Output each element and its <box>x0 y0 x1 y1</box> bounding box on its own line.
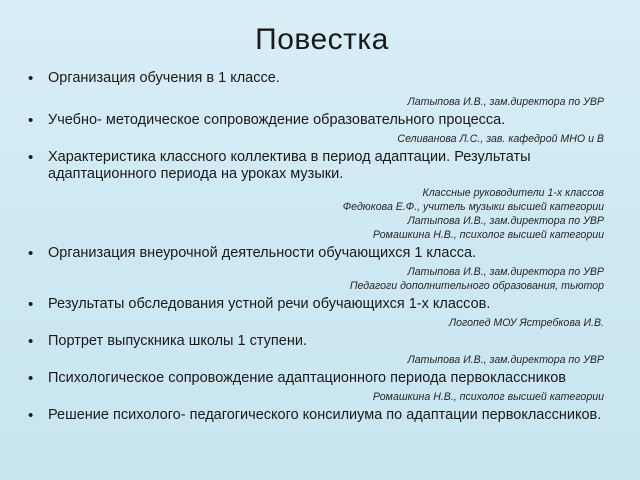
agenda-item-text: Портрет выпускника школы 1 ступени. <box>48 333 307 349</box>
agenda-item-text: Результаты обследования устной речи обучающихся 1-х классов. <box>48 296 491 312</box>
presenter-line: Латыпова И.В., зам.директора по УВР <box>407 215 604 227</box>
agenda-item-text: Учебно- методическое сопровождение образовательного процесса. <box>48 112 506 128</box>
presenter-line: Латыпова И.В., зам.директора по УВР <box>407 96 604 108</box>
agenda-item <box>28 70 616 109</box>
agenda-item <box>28 112 616 146</box>
agenda-item <box>28 370 616 404</box>
bullet-icon: • <box>28 70 34 87</box>
presenter-line: Ромашкина Н.В., психолог высшей категории <box>372 229 604 241</box>
bullet-icon: • <box>28 296 34 313</box>
presenters <box>48 186 616 242</box>
bullet-icon: • <box>28 333 34 350</box>
presenter-line: Классные руководители 1-х классов <box>422 187 604 199</box>
presenters <box>48 132 616 146</box>
presenters <box>48 95 616 109</box>
presenter-line: Латыпова И.В., зам.директора по УВР <box>407 266 604 278</box>
agenda-item-text: Организация обучения в 1 классе. <box>48 70 280 86</box>
bullet-icon: • <box>28 149 34 166</box>
bullet-icon: • <box>28 370 34 387</box>
agenda-item <box>28 149 616 242</box>
bullet-icon: • <box>28 245 34 262</box>
agenda-list <box>28 70 616 424</box>
bullet-icon: • <box>28 407 34 424</box>
presenters <box>48 316 616 330</box>
agenda-item <box>28 245 616 293</box>
agenda-item <box>28 296 616 330</box>
presenter-line: Латыпова И.В., зам.директора по УВР <box>407 354 604 366</box>
presenter-line: Федюкова Е.Ф., учитель музыки высшей категории <box>342 201 604 213</box>
presenters <box>48 353 616 367</box>
presenters <box>48 265 616 293</box>
presenter-line: Логопед МОУ Ястребкова И.В. <box>448 317 604 329</box>
agenda-item-text: Решение психолого- педагогического консилиума по адаптации первоклассников. <box>48 407 602 423</box>
agenda-item <box>28 407 616 424</box>
presenter-line: Педагоги дополнительного образования, тьютор <box>349 280 604 292</box>
presenter-line: Селиванова Л.С., зав. кафедрой МНО и В <box>397 133 604 145</box>
presenter-line: Ромашкина Н.В., психолог высшей категории <box>372 391 604 403</box>
slide-title: Повестка <box>255 23 389 56</box>
agenda-item <box>28 333 616 367</box>
agenda-item-text: Психологическое сопровождение адаптационного периода первоклассников <box>48 370 567 386</box>
agenda-item-text: Характеристика классного коллектива в период адаптации. Результаты адаптационного периода на уроках музыки. <box>48 149 531 182</box>
agenda-item-text: Организация внеурочной деятельности обучающихся 1 класса. <box>48 245 477 261</box>
presenters <box>48 390 616 404</box>
bullet-icon: • <box>28 112 34 129</box>
